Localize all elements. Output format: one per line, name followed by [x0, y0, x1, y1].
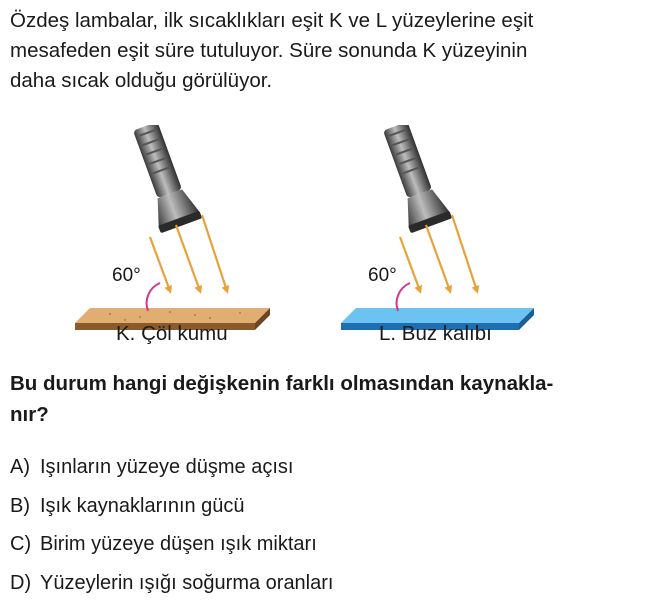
option-letter: B)	[10, 492, 40, 520]
intro-line: daha sıcak olduğu görülüyor.	[10, 66, 640, 96]
option-text: Yüzeylerin ışığı soğurma oranları	[40, 572, 333, 594]
angle-label-left: 60°	[112, 265, 141, 286]
question-text	[10, 368, 640, 430]
option-text: Işınların yüzeye düşme açısı	[40, 456, 293, 478]
answer-options	[10, 453, 640, 607]
option-text: Birim yüzeye düşen ışık miktarı	[40, 533, 317, 555]
question-line: Bu durum hangi değişkenin farklı olmasından kaynakla-	[10, 368, 640, 399]
flashlight-icon-right	[375, 125, 453, 233]
option-letter: A)	[10, 453, 40, 481]
option-a[interactable]	[10, 453, 640, 492]
option-d[interactable]	[10, 569, 640, 607]
option-b[interactable]	[10, 492, 640, 531]
angle-label-right: 60°	[368, 265, 397, 286]
option-text: Işık kaynaklarının gücü	[40, 495, 245, 517]
intro-paragraph	[10, 6, 640, 96]
caption-left: K. Çöl kumu	[116, 322, 228, 346]
flashlight-icon-left	[125, 125, 203, 233]
option-c[interactable]	[10, 530, 640, 569]
intro-line: Özdeş lambalar, ilk sıcaklıkları eşit K ve L yüzeylerine eşit	[10, 6, 640, 36]
angle-arc-left	[147, 283, 160, 311]
angle-arc-right	[397, 283, 410, 311]
question-line: nır?	[10, 399, 640, 430]
caption-right: L. Buz kalıbı	[379, 322, 492, 346]
option-letter: D)	[10, 569, 40, 597]
intro-line: mesafeden eşit süre tutuluyor. Süre sonunda K yüzeyinin	[10, 36, 640, 66]
experiment-figure	[0, 125, 648, 355]
option-letter: C)	[10, 530, 40, 558]
